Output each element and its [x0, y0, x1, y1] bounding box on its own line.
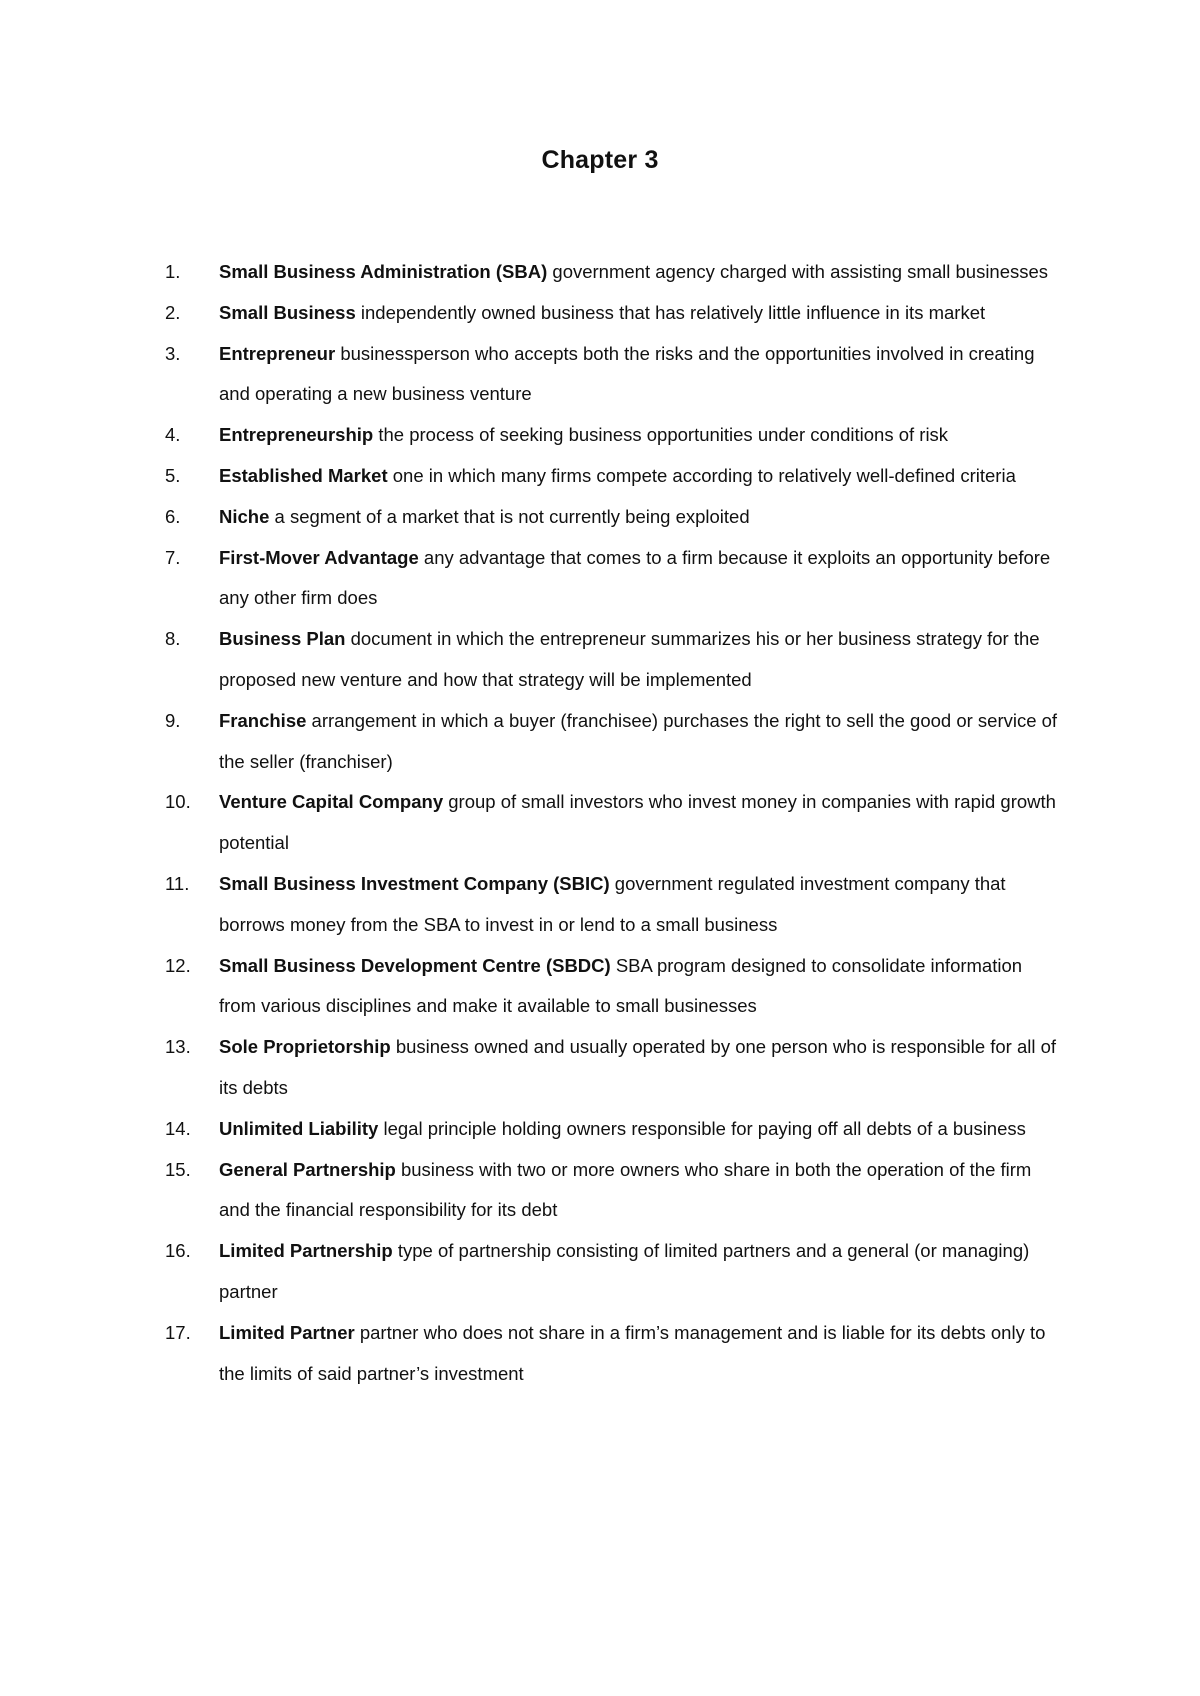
item-number: 8. — [165, 628, 181, 650]
term-name: Entrepreneurship — [219, 424, 374, 446]
item-number: 13. — [165, 1036, 191, 1058]
item-number: 11. — [165, 872, 190, 894]
item-number: 9. — [165, 709, 181, 731]
list-item — [0, 701, 1059, 783]
term-name: Business Plan — [219, 628, 346, 650]
term-definition: partner who does not share in a firm’s management and is liable for its debts only to the limits of said partner’s investment — [219, 1321, 1046, 1384]
term-definition: any advantage that comes to a firm because it exploits an opportunity before any other firm does — [219, 546, 1051, 609]
list-item — [0, 1027, 1059, 1109]
list-item — [0, 1109, 1059, 1150]
list-item — [0, 864, 1059, 946]
list-item — [0, 782, 1059, 864]
list-item — [0, 415, 1059, 456]
term-definition: one in which many firms compete according to relatively well-defined criteria — [392, 464, 1016, 486]
item-number: 2. — [165, 301, 181, 323]
term-name: First-Mover Advantage — [219, 546, 419, 568]
list-item — [0, 456, 1059, 497]
term-definition: business with two or more owners who share in both the operation of the firm and the financial responsibility for its debt — [219, 1158, 1032, 1221]
item-number: 4. — [165, 424, 181, 446]
term-name: Limited Partner — [219, 1321, 355, 1343]
item-number: 14. — [165, 1117, 191, 1139]
list-item — [0, 538, 1059, 620]
term-name: General Partnership — [219, 1158, 396, 1180]
term-definition: a segment of a market that is not currently being exploited — [274, 505, 750, 527]
term-name: Sole Proprietorship — [219, 1036, 391, 1058]
list-item — [0, 619, 1059, 701]
term-definition: government regulated investment company that borrows money from the SBA to invest in or lend to a small business — [219, 872, 1006, 935]
term-definition: SBA program designed to consolidate information from various disciplines and make it available to small businesses — [219, 954, 1023, 1017]
term-definition: independently owned business that has relatively little influence in its market — [360, 301, 986, 323]
list-item — [0, 252, 1059, 293]
term-name: Niche — [219, 505, 270, 527]
item-number: 17. — [165, 1321, 191, 1343]
item-number: 10. — [165, 791, 191, 813]
list-item — [0, 1150, 1059, 1232]
item-number: 1. — [165, 261, 181, 282]
item-number: 15. — [165, 1158, 191, 1180]
list-item — [0, 334, 1059, 416]
term-definition: businessperson who accepts both the risks and the opportunities involved in creating and operating a new business venture — [219, 342, 1035, 405]
list-item — [0, 497, 1059, 538]
term-definition: document in which the entrepreneur summarizes his or her business strategy for the proposed new venture and how that strategy will be implemented — [219, 628, 1040, 690]
term-name: Venture Capital Company — [219, 791, 444, 813]
item-number: 7. — [165, 546, 181, 568]
list-item — [0, 1231, 1059, 1313]
list-item — [0, 1313, 1059, 1395]
term-definition: arrangement in which a buyer (franchisee) purchases the right to sell the good or service of the seller (franchiser) — [219, 709, 1058, 772]
item-number: 6. — [165, 505, 181, 527]
item-number: 16. — [165, 1240, 191, 1262]
item-number: 12. — [165, 954, 191, 976]
term-definition: group of small investors who invest money in companies with rapid growth potential — [219, 791, 1056, 854]
term-definition: government agency charged with assisting small businesses — [552, 261, 1049, 282]
list-item — [0, 293, 1059, 334]
term-definition: type of partnership consisting of limited partners and a general (or managing) partner — [219, 1240, 1030, 1302]
term-name: Franchise — [219, 709, 307, 731]
term-name: Small Business — [219, 301, 356, 323]
term-definition: business owned and usually operated by one person who is responsible for all of its debts — [219, 1036, 1057, 1098]
term-name: Limited Partnership — [219, 1240, 393, 1262]
item-number: 5. — [165, 464, 181, 486]
term-name: Small Business Administration (SBA) — [219, 261, 548, 282]
list-item — [0, 946, 1059, 1028]
term-name: Small Business Investment Company (SBIC) — [219, 872, 610, 894]
term-name: Unlimited Liability — [219, 1117, 379, 1139]
item-number: 3. — [165, 342, 181, 364]
term-name: Small Business Development Centre (SBDC) — [219, 954, 611, 976]
term-list — [0, 252, 1200, 1394]
term-definition: legal principle holding owners responsible for paying off all debts of a business — [383, 1117, 1026, 1139]
page-title: Chapter 3 — [541, 146, 659, 174]
term-definition: the process of seeking business opportunities under conditions of risk — [378, 424, 949, 446]
term-name: Entrepreneur — [219, 342, 336, 364]
term-name: Established Market — [219, 464, 388, 486]
